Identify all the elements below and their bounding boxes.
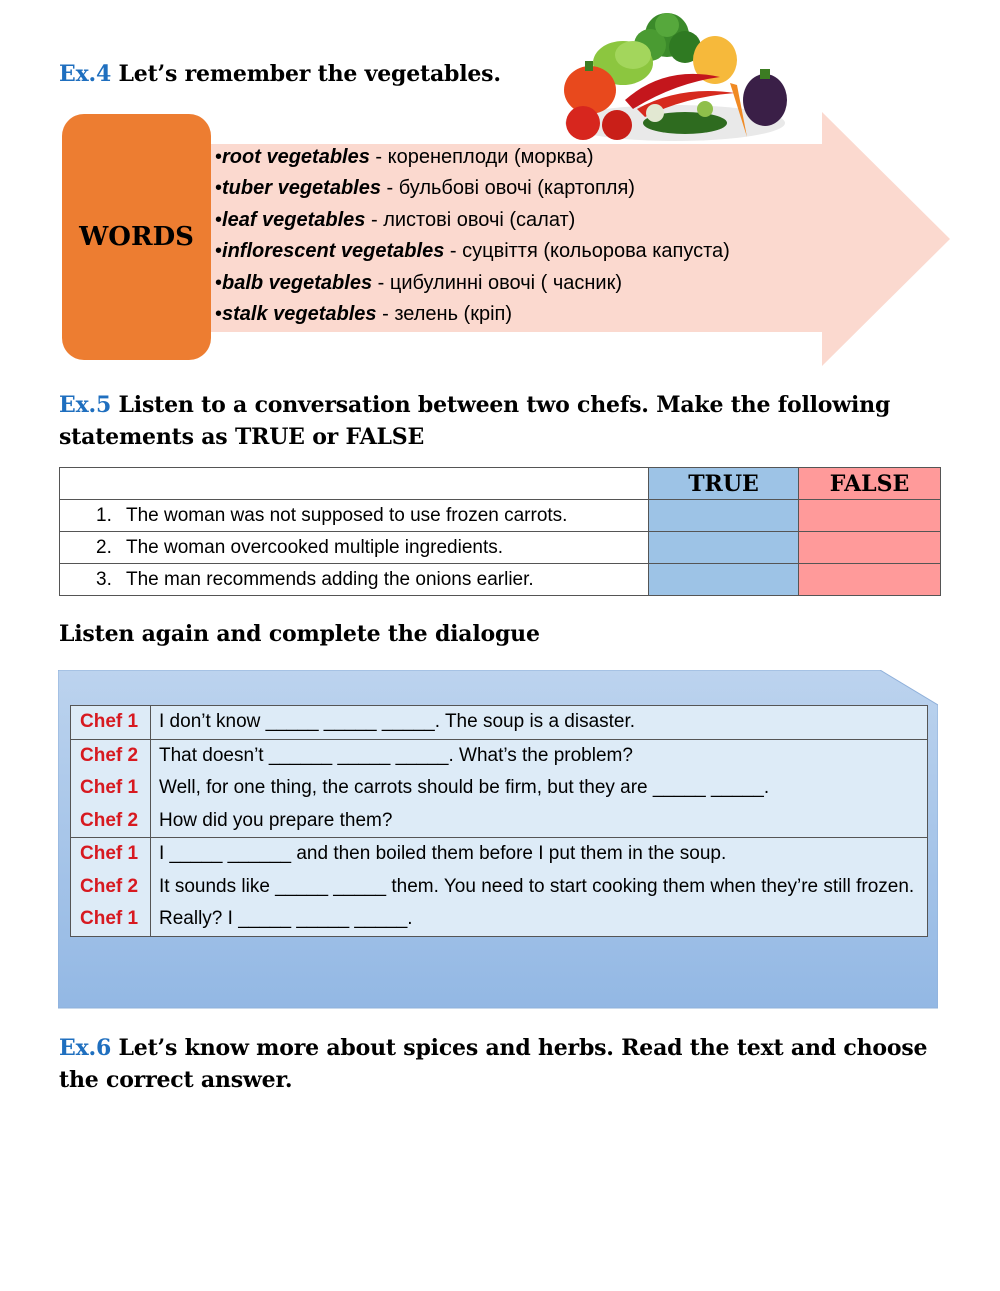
vocabulary-item: •leaf vegetables - листові овочі (салат) (215, 208, 576, 231)
false-answer-cell[interactable] (799, 564, 941, 596)
vocabulary-item: •inflorescent vegetables - суцвіття (кольорова капуста) (215, 240, 730, 263)
ex6-title: Let’s know more about spices and herbs. Read the text and choose the correct answer. (59, 1035, 928, 1093)
true-answer-cell[interactable] (649, 564, 799, 596)
dialogue-row (71, 838, 928, 871)
false-answer-cell[interactable] (799, 500, 941, 532)
statement-number: 1. (96, 504, 112, 526)
listen-again-heading: Listen again and complete the dialogue (59, 621, 540, 647)
table-row (60, 500, 941, 532)
statement-cell (60, 564, 649, 596)
speaker-label: Chef 1 (71, 903, 151, 936)
vocabulary-item: •root vegetables - коренеплоди (морква) (215, 146, 594, 168)
dialogue-row (71, 739, 928, 772)
vocabulary-translation: - цибулинні овочі ( часник) (377, 271, 623, 294)
table-row (60, 564, 941, 596)
statement-cell (60, 532, 649, 564)
speaker-label: Chef 2 (71, 739, 151, 772)
speaker-label: Chef 1 (71, 706, 151, 740)
ex5-heading (59, 389, 939, 453)
dialogue-row (71, 706, 928, 740)
dialogue-row (71, 772, 928, 805)
true-answer-cell[interactable] (649, 500, 799, 532)
words-label: WORDS (79, 222, 194, 252)
true-header: TRUE (649, 468, 799, 500)
dialogue-table (70, 705, 928, 937)
vocabulary-translation: - коренеплоди (морква) (375, 146, 594, 168)
ex5-title: Listen to a conversation between two chefs. Make the following statements as TRUE or FALSE (59, 392, 891, 450)
speaker-label: Chef 2 (71, 871, 151, 904)
dialogue-line: Really? I _____ _____ _____. (151, 903, 928, 936)
table-header-row (60, 468, 941, 500)
words-box (62, 114, 211, 360)
vocabulary-item: •balb vegetables - цибулинні овочі ( часник) (215, 271, 623, 294)
false-header: FALSE (799, 468, 941, 500)
vocabulary-term: root vegetables (222, 146, 370, 168)
statement-number: 3. (96, 568, 112, 590)
true-answer-cell[interactable] (649, 532, 799, 564)
vocabulary-item: •tuber vegetables - бульбові овочі (картопля) (215, 177, 635, 200)
vocabulary-term: stalk vegetables (222, 303, 377, 326)
dialogue-line: How did you prepare them? (151, 805, 928, 838)
ex5-number: Ex.5 (59, 392, 112, 418)
statement-text: The woman overcooked multiple ingredients. (126, 536, 504, 558)
vocabulary-translation: - листові овочі (салат) (371, 208, 576, 231)
dialogue-line: I don’t know _____ _____ _____. The soup is a disaster. (151, 706, 928, 740)
statement-text: The woman was not supposed to use frozen carrots. (126, 504, 568, 526)
vocabulary-list (215, 142, 730, 330)
table-row (60, 532, 941, 564)
speaker-label: Chef 1 (71, 838, 151, 871)
speaker-label: Chef 2 (71, 805, 151, 838)
ex4-number: Ex.4 (59, 61, 112, 87)
ex6-number: Ex.6 (59, 1035, 112, 1061)
dialogue-line: That doesn’t ______ _____ _____. What’s the problem? (151, 739, 928, 772)
speaker-label: Chef 1 (71, 772, 151, 805)
ex6-heading (59, 1032, 939, 1096)
statement-header (60, 468, 649, 500)
dialogue-line: Well, for one thing, the carrots should be firm, but they are _____ _____. (151, 772, 928, 805)
false-answer-cell[interactable] (799, 532, 941, 564)
ex4-title: Let’s remember the vegetables. (118, 61, 501, 87)
vocabulary-item: •stalk vegetables - зелень (кріп) (215, 303, 513, 326)
vocabulary-translation: - суцвіття (кольорова капуста) (449, 240, 730, 263)
dialogue-row (71, 903, 928, 936)
vocabulary-translation: - зелень (кріп) (382, 303, 513, 326)
statement-cell (60, 500, 649, 532)
vocabulary-term: balb vegetables (222, 271, 373, 294)
dialogue-line: I _____ ______ and then boiled them before I put them in the soup. (151, 838, 928, 871)
dialogue-row (71, 805, 928, 838)
true-false-table (59, 467, 941, 596)
vocabulary-term: leaf vegetables (222, 208, 366, 231)
statement-number: 2. (96, 536, 112, 558)
vocabulary-term: tuber vegetables (222, 177, 381, 200)
statement-text: The man recommends adding the onions earlier. (126, 568, 534, 590)
dialogue-line: It sounds like _____ _____ them. You need to start cooking them when they’re still frozen. (151, 871, 928, 904)
ex4-heading (59, 58, 501, 90)
dialogue-row (71, 871, 928, 904)
vocabulary-term: inflorescent vegetables (222, 240, 445, 263)
vocabulary-translation: - бульбові овочі (картопля) (386, 177, 635, 200)
